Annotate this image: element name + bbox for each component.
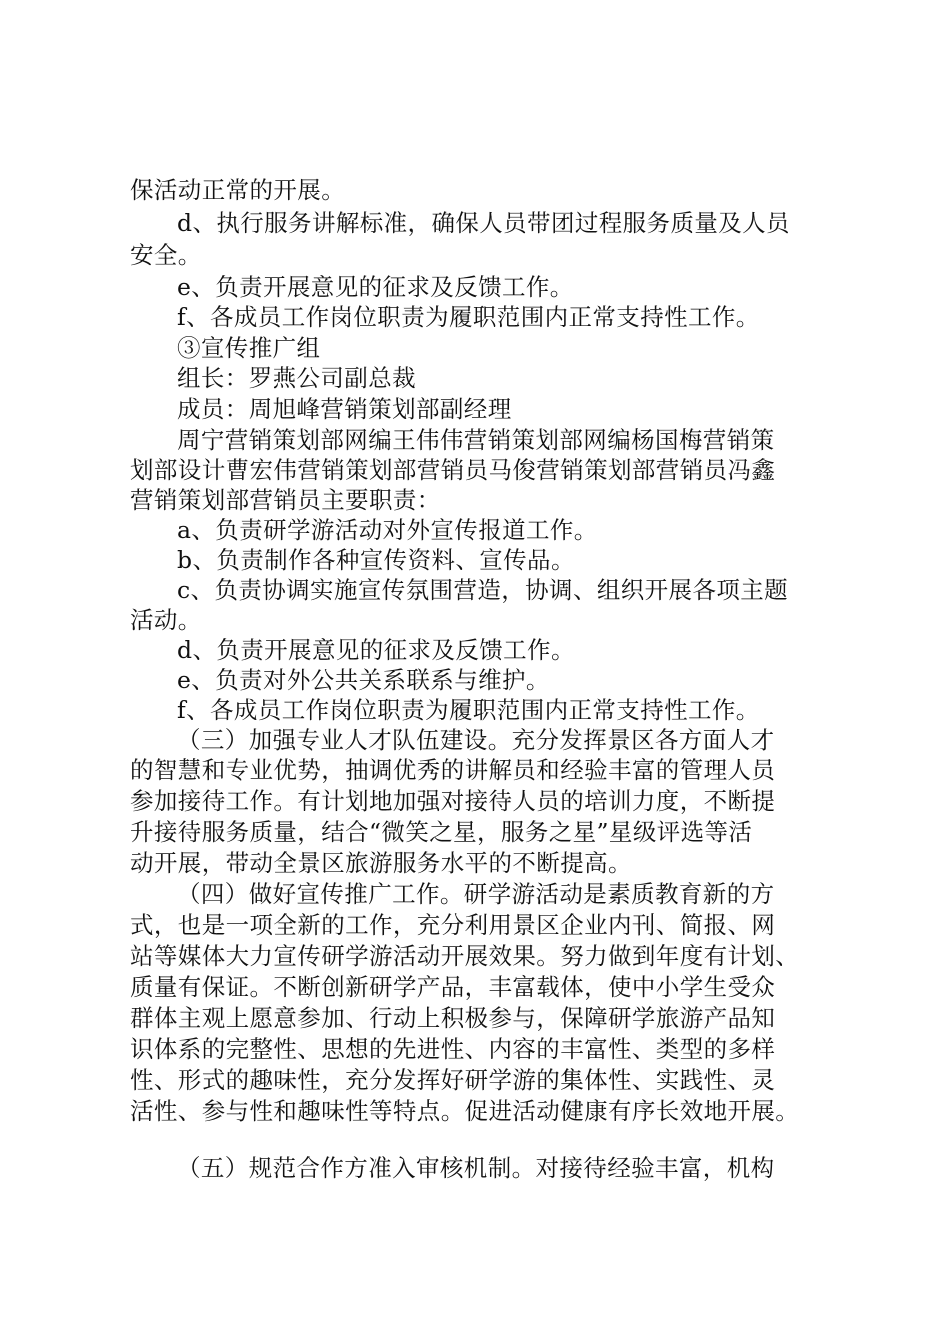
text-line: e、负责对外公共关系联系与维护。 [177,666,550,694]
text-line: 营销策划部营销员主要职责： [130,486,441,514]
text-line: d、负责开展意见的征求及反馈工作。 [177,636,575,664]
text-line: 活动。 [130,606,202,634]
paragraph-line: 升接待服务质量，结合“微笑之星，服务之星”星级评选等活 [130,818,753,846]
paragraph-line: （四）做好宣传推广工作。研学游活动是素质教育新的方 [177,880,775,908]
text-line: 组长：罗燕公司副总裁 [177,364,416,392]
paragraph-line: 动开展，带动全景区旅游服务水平的不断提高。 [130,849,632,877]
text-line: b、负责制作各种宣传资料、宣传品。 [177,546,575,574]
paragraph-line: 的智慧和专业优势，抽调优秀的讲解员和经验丰富的管理人员 [130,756,776,784]
paragraph-line: 群体主观上愿意参加、行动上积极参与，保障研学旅游产品知 [130,1004,776,1032]
paragraph-line: 式，也是一项全新的工作，充分利用景区企业内刊、简报、网 [130,911,776,939]
text-line: d、执行服务讲解标准，确保人员带团过程服务质量及人员 [177,209,790,237]
text-line: 保活动正常的开展。 [130,176,346,204]
text-line: 成员：周旭峰营销策划部副经理 [177,395,512,423]
paragraph-line: 识体系的完整性、思想的先进性、内容的丰富性、类型的多样 [130,1035,776,1063]
text-line: 划部设计曹宏伟营销策划部营销员马俊营销策划部营销员冯鑫 [130,456,776,484]
paragraph-line: 站等媒体大力宣传研学游活动开展效果。努力做到年度有计划、 [130,942,800,970]
paragraph-line: （三）加强专业人才队伍建设。充分发挥景区各方面人才 [177,726,775,754]
text-line: f、各成员工作岗位职责为履职范围内正常支持性工作。 [177,696,760,724]
text-line: a、负责研学游活动对外宣传报道工作。 [177,516,598,544]
paragraph-line: （五）规范合作方准入审核机制。对接待经验丰富，机构 [177,1154,775,1182]
text-line: c、负责协调实施宣传氛围营造，协调、组织开展各项主题 [177,576,789,604]
text-line: 安全。 [130,241,202,269]
text-line: 周宁营销策划部网编王伟伟营销策划部网编杨国梅营销策 [177,426,775,454]
paragraph-line: 参加接待工作。有计划地加强对接待人员的培训力度，不断提 [130,787,776,815]
paragraph-line: 活性、参与性和趣味性等特点。促进活动健康有序长效地开展。 [130,1097,800,1125]
section-heading: ③宣传推广组 [177,334,321,362]
paragraph-line: 质量有保证。不断创新研学产品，丰富载体，使中小学生受众 [130,973,776,1001]
paragraph-line: 性、形式的趣味性，充分发挥好研学游的集体性、实践性、灵 [130,1066,776,1094]
text-line: e、负责开展意见的征求及反馈工作。 [177,273,574,301]
text-line: f、各成员工作岗位职责为履职范围内正常支持性工作。 [177,303,760,331]
